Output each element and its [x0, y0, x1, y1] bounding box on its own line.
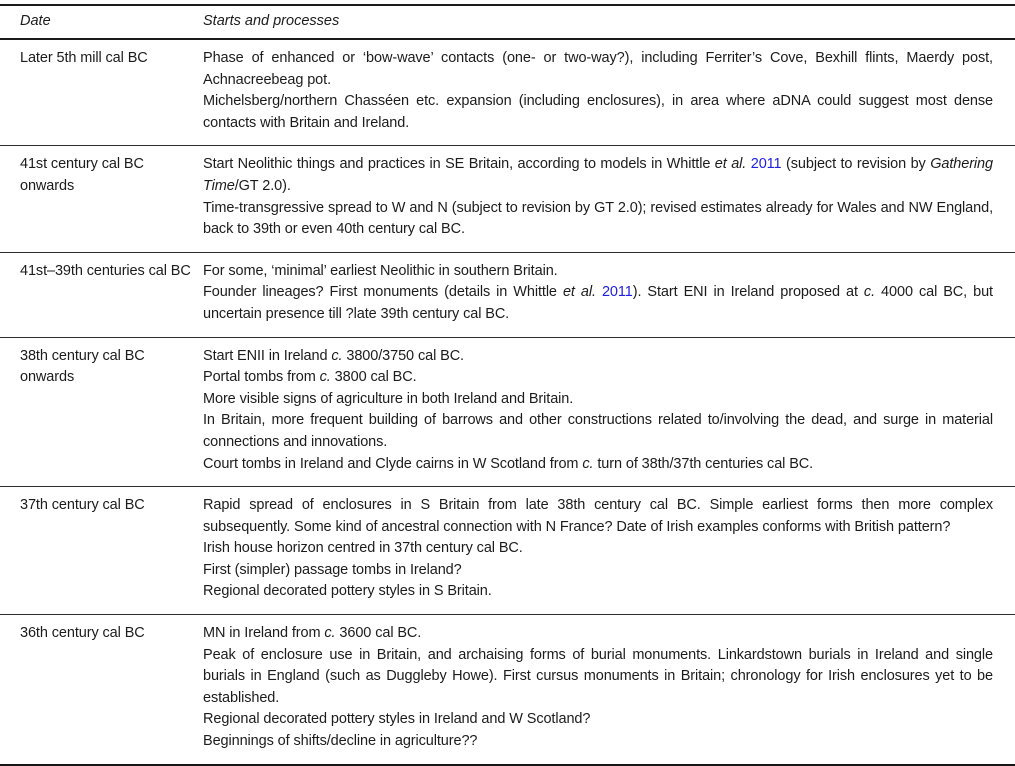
content-cell — [203, 154, 1015, 240]
content-cell — [203, 495, 1015, 603]
content-cell — [203, 48, 1015, 134]
process-paragraph — [203, 581, 993, 603]
text-segment: More visible signs of agriculture in both Ireland and Britain. — [203, 390, 574, 407]
process-paragraph — [203, 91, 993, 134]
text-segment: Court tombs in Ireland and Clyde cairns in W Scotland from — [203, 455, 583, 472]
process-paragraph — [203, 154, 993, 197]
text-segment: Time-transgressive spread to W and N (subject to revision by GT 2.0); revised estimates already for Wales and NW England, back to 39th or even 40th century cal BC. — [203, 199, 993, 238]
text-segment: Start Neolithic things and practices in SE Britain, according to models in Whittle — [203, 156, 715, 173]
date-cell: 41st–39th centuries cal BC — [20, 262, 191, 279]
italic-text: c. — [331, 347, 343, 364]
date-cell: 36th century cal BC — [20, 625, 145, 642]
text-segment: Founder lineages? First monuments (details in Whittle — [203, 284, 563, 301]
process-paragraph — [203, 48, 993, 91]
content-cell — [203, 346, 1015, 476]
column-header-date: Date — [20, 13, 51, 29]
text-segment: In Britain, more frequent building of barrows and other constructions related to/involving the dead, and surge in material connections and innovations. — [203, 412, 993, 450]
process-paragraph — [203, 367, 993, 389]
text-segment: Rapid spread of enclosures in S Britain from late 38th century cal BC. Simple earliest forms then more complex subsequently. Some kind of ancestral connection with N France? Date of Irish examples conforms with British pattern? — [203, 497, 993, 535]
process-paragraph — [203, 454, 993, 476]
process-paragraph — [203, 198, 993, 241]
citation-link[interactable]: 2011 — [750, 156, 782, 173]
text-segment: Start ENII in Ireland — [203, 347, 332, 364]
italic-text: c. — [319, 369, 331, 386]
process-paragraph — [203, 282, 993, 325]
column-header-starts-and-processes: Starts and processes — [203, 13, 340, 29]
date-cell: 38th century cal BC onwards — [20, 347, 145, 386]
text-segment: MN in Ireland from — [203, 625, 325, 642]
text-segment: 3600 cal BC. — [335, 625, 422, 642]
process-paragraph — [203, 623, 993, 645]
text-segment: For some, ‘minimal’ earliest Neolithic in southern Britain. — [203, 262, 558, 279]
text-segment: ). Start ENI in Ireland proposed at — [632, 284, 864, 301]
process-paragraph — [203, 709, 993, 731]
text-segment: Beginnings of shifts/decline in agriculture?? — [203, 733, 478, 750]
process-paragraph — [203, 645, 993, 710]
table-row — [0, 253, 1015, 338]
date-cell: 41st century cal BC onwards — [20, 156, 144, 194]
content-cell — [203, 261, 1015, 326]
italic-text: et al. — [714, 156, 747, 173]
text-segment: Peak of enclosure use in Britain, and archaising forms of burial monuments. Linkardstown burials in Ireland and single burials in England (such as Duggleby Howe). First cursus monuments in Britain; chronology for Irish enclosures yet to be established. — [203, 646, 993, 706]
italic-text: et al. — [562, 284, 596, 301]
italic-text: c. — [582, 455, 594, 472]
text-segment: /GT 2.0). — [234, 177, 291, 194]
text-segment: Michelsberg/northern Chasséen etc. expansion (including enclosures), in area where aDNA could suggest most dense contacts with Britain and Ireland. — [203, 93, 993, 131]
italic-text: Gathering Time — [203, 156, 993, 194]
date-cell: 37th century cal BC — [20, 497, 145, 514]
text-segment: Regional decorated pottery styles in Ireland and W Scotland? — [203, 711, 591, 728]
table-body — [0, 40, 1015, 766]
italic-text: c. — [863, 284, 876, 301]
text-segment: 3800/3750 cal BC. — [342, 347, 464, 364]
table-header-row — [0, 4, 1015, 40]
table-row — [0, 338, 1015, 488]
process-paragraph — [203, 560, 993, 582]
text-segment: 4000 cal BC, but uncertain presence till ?late 39th century cal BC. — [203, 284, 993, 322]
content-cell — [203, 623, 1015, 753]
table-row — [0, 487, 1015, 615]
text-segment: 3800 cal BC. — [330, 369, 417, 386]
text-segment: Irish house horizon centred in 37th century cal BC. — [203, 540, 523, 557]
text-segment: turn of 38th/37th centuries cal BC. — [593, 455, 814, 472]
process-paragraph — [203, 389, 993, 411]
process-paragraph — [203, 538, 993, 560]
process-paragraph — [203, 261, 993, 283]
italic-text: c. — [324, 625, 336, 642]
text-segment: Regional decorated pottery styles in S Britain. — [203, 583, 492, 600]
text-segment: Phase of enhanced or ‘bow-wave’ contacts (one- or two-way?), including Ferriter’s Cove, Bexhill flints, Maerdy post, Achnacreebeag pot. — [203, 50, 993, 88]
table-row — [0, 615, 1015, 766]
citation-link[interactable]: 2011 — [601, 284, 633, 301]
process-paragraph — [203, 495, 993, 538]
process-paragraph — [203, 346, 993, 368]
process-paragraph — [203, 410, 993, 453]
table-row — [0, 146, 1015, 252]
table-row — [0, 40, 1015, 146]
process-paragraph — [203, 731, 993, 753]
date-cell: Later 5th mill cal BC — [20, 50, 148, 66]
text-segment: Portal tombs from — [203, 369, 320, 386]
text-segment: First (simpler) passage tombs in Ireland? — [203, 561, 462, 578]
text-segment: (subject to revision by — [781, 156, 931, 173]
